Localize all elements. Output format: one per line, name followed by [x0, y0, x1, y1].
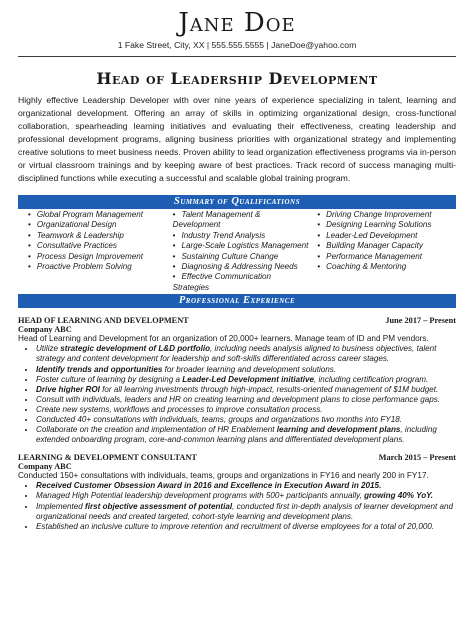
job-title: HEAD OF LEARNING AND DEVELOPMENT	[18, 316, 189, 326]
job-bullet: • Create new systems, workflows and processes to improve consultation process.	[36, 405, 456, 415]
qualification-item: • Large-Scale Logistics Management	[173, 241, 310, 251]
qualification-item: • Diagnosing & Addressing Needs	[173, 262, 310, 272]
job-bullet: • Consult with individuals, leaders and HR on creating learning and development plans to close performance gaps.	[36, 395, 456, 405]
qualification-item: • Organizational Design	[28, 220, 165, 230]
job-intro: Conducted 150+ consultations with individuals, teams, groups and organizations in FY16 and nearly 200 in FY17.	[18, 471, 429, 481]
job-bullet: • Collaborate on the creation and implementation of HR Enablement learning and development plans, including extended onboarding program, core-and-common learning plans and differentiated development plans.	[36, 425, 456, 445]
qualification-item: • Coaching & Mentoring	[317, 262, 454, 272]
contact-line: 1 Fake Street, City, XX | 555.555.5555 | JaneDoe@yahoo.com	[117, 40, 357, 50]
qualification-item: • Process Design Improvement	[28, 252, 165, 262]
qualifications-column-1	[20, 210, 165, 293]
job-bullets	[18, 344, 456, 445]
qualifications-grid	[20, 210, 454, 293]
qualification-item: • Designing Learning Solutions	[317, 220, 454, 230]
job-bullet: • Managed High Potential leadership development programs with 500+ participants annually, growing 40% YoY.	[36, 491, 456, 501]
job-entry-2	[18, 453, 456, 532]
job-bullet: • Established an inclusive culture to improve retention and recruitment of diverse employees for a total of 20,000.	[36, 522, 456, 532]
qualifications-column-2	[165, 210, 310, 293]
job-bullets	[18, 481, 456, 531]
company-name: Company ABC	[18, 462, 72, 472]
job-title: LEARNING & DEVELOPMENT CONSULTANT	[18, 453, 197, 463]
summary-paragraph: Highly effective Leadership Developer with over nine years of experience specializing in talent, learning and organizational development. Offering an array of skills in optimizing organizational design, cross-functional collaboration, spearheading learning initiatives and evaluating their effectiveness, creating leadership and professional development programs, aligning business priorities with organizational strategy and implementing creative solutions to meet business needs. Proven ability to lead organization effectiveness programs via in-person or virtual classroom trainings and by keeping aware of best practices. Track record of success managing multi-disciplined functions while executing a successful and scalable global training program.	[18, 95, 456, 183]
job-header	[18, 453, 456, 462]
qualification-item: • Global Program Management	[28, 210, 165, 220]
job-header	[18, 316, 456, 325]
header-rule	[18, 56, 456, 57]
job-bullet: • Conducted 40+ consultations with individuals, teams, groups and organizations two months into FY18.	[36, 415, 456, 425]
job-intro: Head of Learning and Development for an organization of 20,000+ learners. Manage team of ID and PM vendors.	[18, 334, 429, 344]
company-name: Company ABC	[18, 325, 72, 335]
qualification-item: • Teamwork & Leadership	[28, 231, 165, 241]
role-title: Head of Leadership Development	[96, 69, 378, 88]
job-entry-1	[18, 316, 456, 445]
job-dates: March 2015 – Present	[378, 453, 456, 463]
candidate-name: Jane Doe	[178, 8, 296, 38]
job-dates: June 2017 – Present	[385, 316, 456, 326]
job-bullet: • Received Customer Obsession Award in 2016 and Excellence in Execution Award in 2015.	[36, 481, 456, 491]
job-bullet: • Identify trends and opportunities for broader learning and development solutions.	[36, 365, 456, 375]
qualification-item: • Performance Management	[317, 252, 454, 262]
qualification-item: • Sustaining Culture Change	[173, 252, 310, 262]
job-bullet: • Implemented first objective assessment of potential, conducted first in-depth analysis of learner development and organizational needs and created targeted, cohort-style learning and development plans.	[36, 502, 456, 522]
qualifications-column-3	[309, 210, 454, 293]
qualification-item: • Building Manager Capacity	[317, 241, 454, 251]
qualification-item: • Consultative Practices	[28, 241, 165, 251]
qualification-item: • Leader-Led Development	[317, 231, 454, 241]
job-bullet: • Drive higher ROI for all learning investments through high-impact, results-oriented management of $1M budget.	[36, 385, 456, 395]
qualifications-banner: Summary of Qualifications	[18, 195, 456, 209]
job-bullet: • Foster culture of learning by designing a Leader-Led Development initiative, including certification program.	[36, 375, 456, 385]
qualification-item: • Proactive Problem Solving	[28, 262, 165, 272]
qualification-item: • Driving Change Improvement	[317, 210, 454, 220]
qualification-item: • Talent Management & Development	[173, 210, 310, 231]
qualification-item: • Effective Communication Strategies	[173, 272, 310, 293]
experience-banner: Professional Experience	[18, 294, 456, 308]
qualification-item: • Industry Trend Analysis	[173, 231, 310, 241]
job-bullet: • Utilize strategic development of L&D portfolio, including needs analysis aligned to business objectives, talent strategy and content development for leadership and soft-skills differentiated across career stages.	[36, 344, 456, 364]
